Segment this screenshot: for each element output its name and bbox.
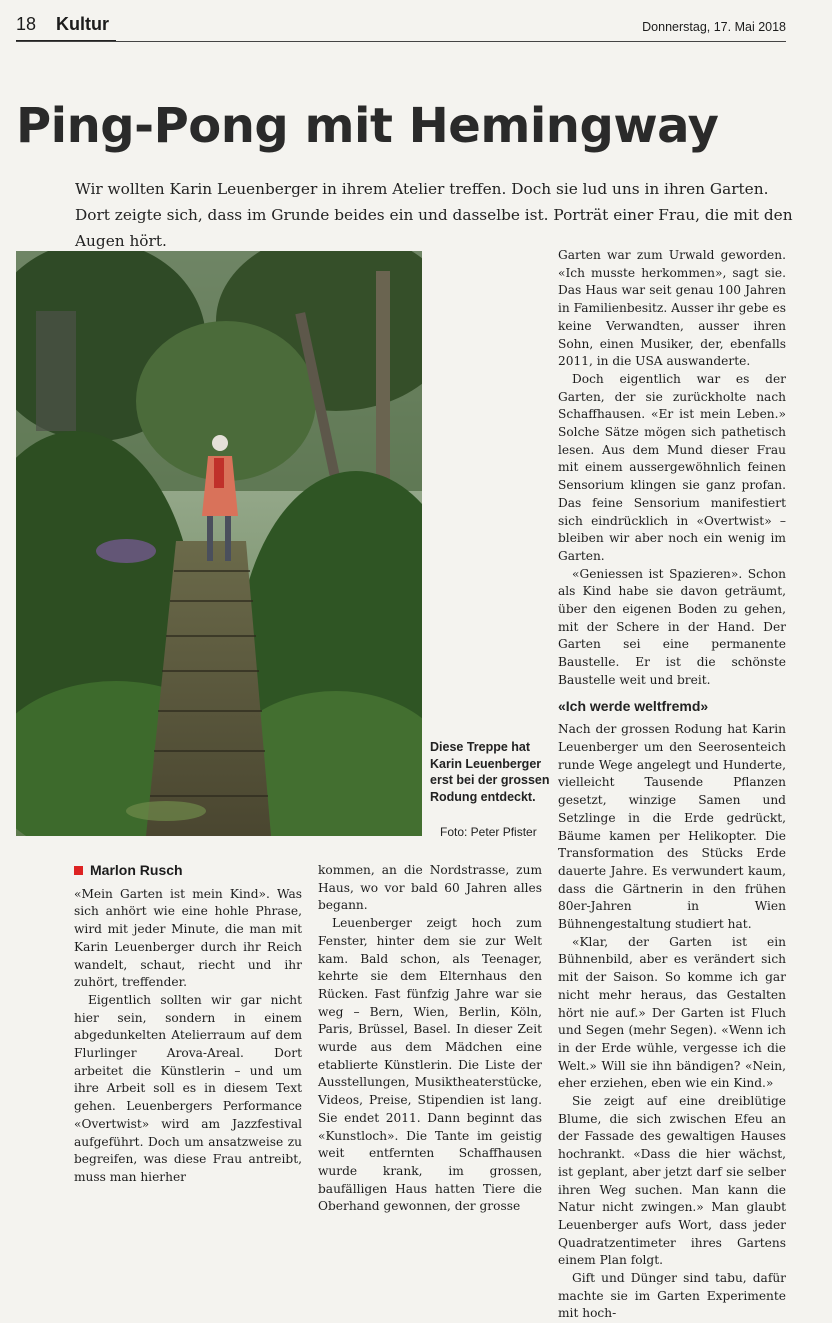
paragraph: Eigentlich sollten wir gar nicht hier sein, sondern in einem abgedunkelten Atelierraum auf dem Flurlinger Arova-Areal. Dort arbeitet die Künstlerin – und um ihre Arbeit soll es in diesem Text gehen. Leuenbergers Performance «Overtwist» wird am Jazzfestival aufgeführt. Doch um ansatzweise zu begreifen, was diese Frau antreibt, muss man hierher — [74, 992, 302, 1184]
byline-marker — [74, 866, 83, 875]
paragraph: «Geniessen ist Spazieren». Schon als Kind habe sie davon geträumt, über den eigenen Boden zu gehen, mit der Schere in der Hand. Der Garten sei eine permanente Baustelle. Er ist die schönste Baustelle weit und breit. — [558, 566, 786, 687]
garden-photo — [16, 251, 422, 836]
column-left — [74, 862, 302, 1187]
issue-date: Donnerstag, 17. Mai 2018 — [642, 20, 786, 34]
photo-credit: Foto: Peter Pfister — [440, 825, 537, 839]
paragraph: Nach der grossen Rodung hat Karin Leuenberger um den Seerosenteich runde Wege angelegt und Hunderte, vielleicht Tausende Pflanzen gesetzt, winzige Samen und Setzlinge in die Erde gedrückt, Bäume kamen per Helikopter. Die Transformation des Stücks Erde dauerte Jahre. Es verwundert kaum, dass die Gärtnerin in den frühen 80er-Jahren in Wien Bühnengestaltung studiert hat. — [558, 722, 786, 932]
column-middle — [318, 862, 542, 1216]
paragraph: Leuenberger zeigt hoch zum Fenster, hinter dem sie zur Welt kam. Bald schon, als Teenager, kehrte sie dem Elternhaus den Rücken. Fast fünfzig Jahre war sie weg – Bern, Wien, Berlin, Köln, Paris, Brüssel, Basel. In dieser Zeit wurde aus dem Mädchen eine etablierte Künstlerin. Die Liste der Ausstellungen, Musiktheaterstücke, Videos, Preise, Stipendien ist lang. Sie endet 2011. Dann beginnt das «Kunstloch». Die Tante im geistig weit entfernten Schaffhausen wurde krank, im grossen, baufälligen Haus hatten Tiere die Oberhand gewonnen, der grosse — [318, 916, 542, 1214]
paragraph: kommen, an die Nordstrasse, zum Haus, wo vor bald 60 Jahren alles begann. — [318, 863, 542, 913]
author-byline — [74, 862, 302, 880]
paragraph: Gift und Dünger sind tabu, dafür machte sie im Garten Experimente mit hoch- — [558, 1271, 786, 1321]
column-right — [558, 247, 786, 1323]
paragraph: Sie zeigt auf eine dreiblütige Blume, die sich zwischen Efeu an der Fassade des gewaltigen Hauses hochrankt. «Dass die hier wächst, ist geplant, aber jetzt darf sie selber ihren Weg suchen. Man kann die Natur nicht zwingen.» Man glaubt Leuenberger aufs Wort, dass jeder Quadratzentimeter ihres Gartens einem Plan folgt. — [558, 1094, 786, 1268]
page-header — [16, 10, 786, 42]
paragraph: «Klar, der Garten ist ein Bühnenbild, aber es verändert sich mit der Saison. So komme ich gar nicht mehr heraus, das Gestalten hört nie auf.» Der Garten ist Fluch und Segen (mehr Segen). «Wenn ich in der Erde wühle, vergesse ich die Welt.» Will sie ihn bändigen? «Nein, eher erziehen, eben wie ein Kind.» — [558, 934, 786, 1091]
subheading: «Ich werde weltfremd» — [558, 697, 709, 714]
section-name: Kultur — [56, 14, 109, 34]
paragraph: «Mein Garten ist mein Kind». Was sich anhört wie eine hohle Phrase, wird mit jeder Minute, die man mit Karin Leuenberger durch ihr Reich wandelt, schaut, riecht und ihr zuhört, treffender. — [74, 886, 302, 990]
article-lead: Wir wollten Karin Leuenberger in ihrem Atelier treffen. Doch sie lud uns in ihren Garten. Dort zeigte sich, dass im Grunde beides ein und dasselbe ist. Porträt einer Frau, die mit den Augen hört. — [75, 180, 793, 250]
paragraph: Garten war zum Urwald geworden. «Ich musste herkommen», sagt sie. Das Haus war seit genau 100 Jahren in Familienbesitz. Ausser ihr gebe es keine Verwandten, ausser ihren Sohn, einen Musiker, der, ebenfalls 2011, in die USA auswanderte. — [558, 248, 786, 369]
photo-caption: Diese Treppe hat Karin Leuenberger erst bei der grossen Rodung entdeckt. — [430, 740, 550, 804]
author-name: Marlon Rusch — [90, 862, 183, 878]
paragraph: Doch eigentlich war es der Garten, der sie zurückholte nach Schaffhausen. «Er ist mein Leben.» Solche Sätze mögen sich pathetisch lesen. Aus dem Mund dieser Frau mit einem aussergewöhnlich feinen Sensorium klingen sie ganz profan. Das feine Sensorium manifestiert sich eindrücklich in «Overtwist» – bleiben wir aber noch ein wenig im Garten. — [558, 371, 786, 563]
page-number: 18 — [16, 14, 37, 34]
article-title: Ping-Pong mit Hemingway — [16, 98, 719, 154]
header-rule — [16, 41, 786, 42]
